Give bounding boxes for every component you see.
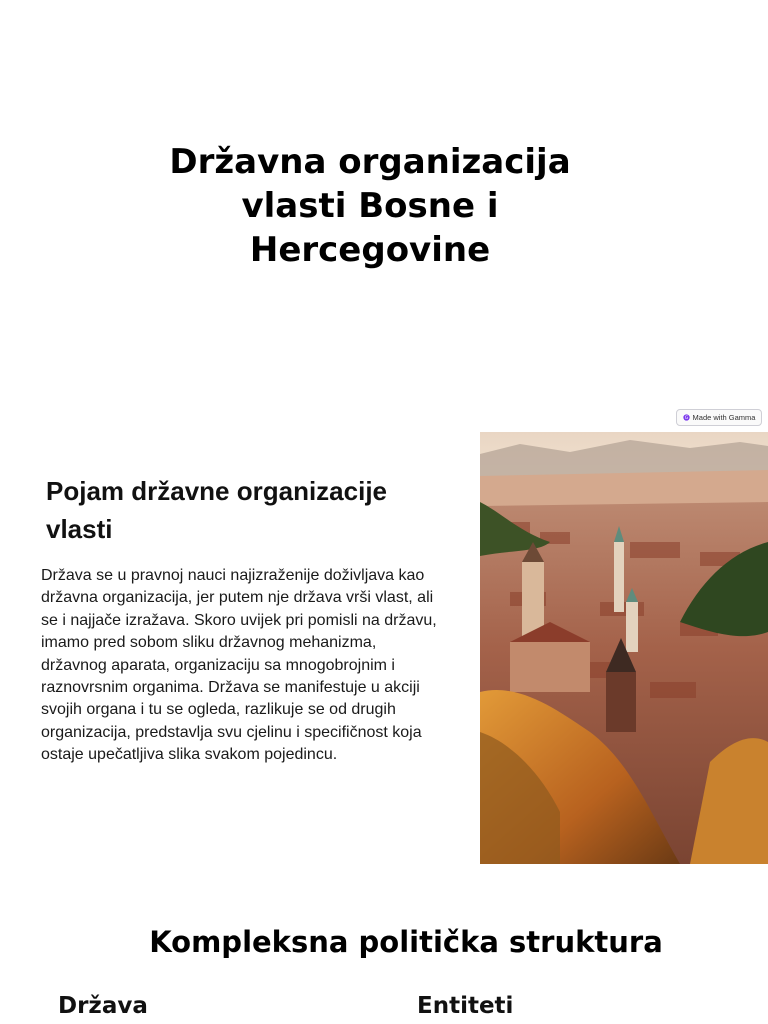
made-with-gamma-badge[interactable] xyxy=(676,409,762,426)
column-heading-drzava: Država xyxy=(58,993,148,1019)
page-title: Državna organizacija vlasti Bosne i Hercegovine xyxy=(169,142,571,270)
city-aerial-image xyxy=(480,432,768,864)
column-heading-entiteti: Entiteti xyxy=(417,993,514,1019)
gamma-logo-icon xyxy=(683,414,690,421)
badge-label: Made with Gamma xyxy=(692,413,756,422)
body-paragraph: Država se u pravnoj nauci najizraženije doživljava kao državna organizacija, jer putem nje država vrši vlast, ali se i najjače izražava. Skoro uvijek pri pomisli na državu, imamo pred sobom sliku državnog mehanizma, državnog aparata, organizaciju sa mnogobrojnim i raznovrsnim organima. Država se manifestuje u akciji svojih organa i tu se ogleda, razlikuje se od drugih organizacija, predstavlja svu cjelinu i specifičnost koja ostaje upečatljiva slika svakom pojedincu. xyxy=(41,567,437,764)
section-heading: Pojam državne organizacije vlasti xyxy=(46,476,388,544)
section-title: Kompleksna politička struktura xyxy=(149,925,663,959)
svg-text:G: G xyxy=(684,416,688,421)
